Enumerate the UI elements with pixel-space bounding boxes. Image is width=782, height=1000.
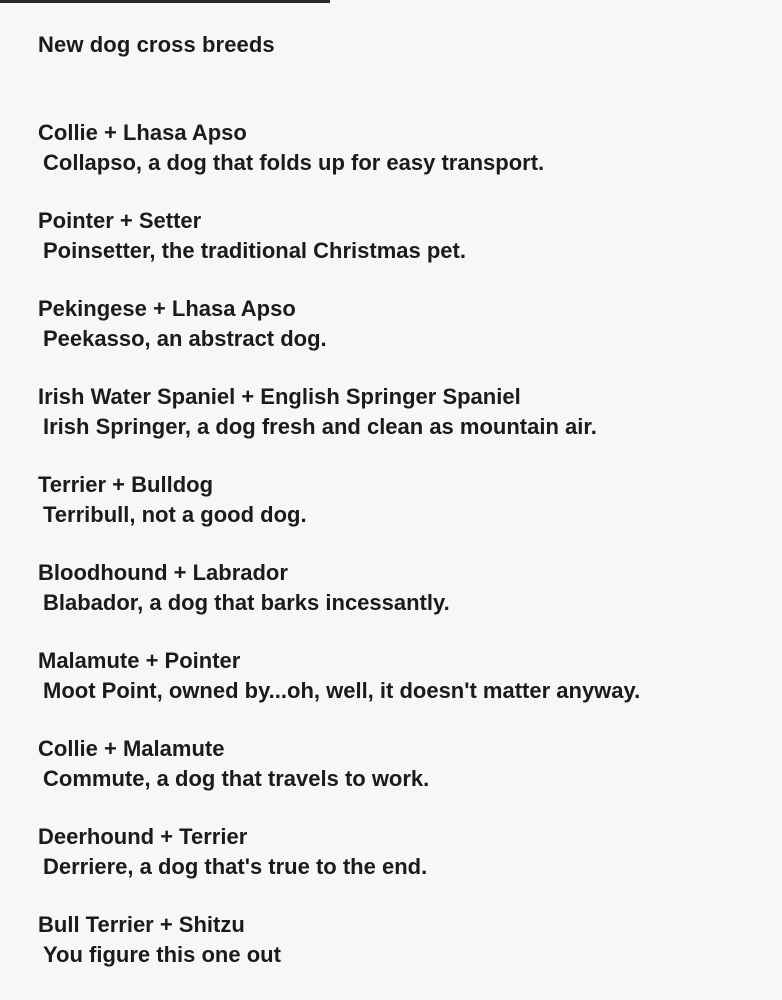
breed-cross: Deerhound + Terrier bbox=[38, 824, 248, 849]
breed-cross: Irish Water Spaniel + English Springer Spaniel bbox=[38, 384, 521, 409]
breed-cross: Pekingese + Lhasa Apso bbox=[38, 296, 296, 321]
breed-joke: Terribull, not a good dog. bbox=[43, 502, 307, 527]
breed-joke: Poinsetter, the traditional Christmas pet. bbox=[43, 238, 466, 263]
breed-cross: Bloodhound + Labrador bbox=[38, 560, 288, 585]
breed-joke: Moot Point, owned by...oh, well, it doesn't matter anyway. bbox=[43, 678, 641, 703]
breed-cross: Bull Terrier + Shitzu bbox=[38, 912, 245, 937]
document bbox=[38, 30, 758, 998]
list-item bbox=[38, 910, 758, 970]
list-item bbox=[38, 294, 758, 354]
list-item bbox=[38, 734, 758, 794]
breed-joke: Derriere, a dog that's true to the end. bbox=[43, 854, 428, 879]
list-item bbox=[38, 822, 758, 882]
breed-joke: Irish Springer, a dog fresh and clean as mountain air. bbox=[43, 414, 597, 439]
breed-cross: Collie + Lhasa Apso bbox=[38, 120, 247, 145]
breed-cross: Terrier + Bulldog bbox=[38, 472, 214, 497]
breed-joke: You figure this one out bbox=[43, 942, 281, 967]
top-divider bbox=[0, 0, 330, 3]
breed-joke: Blabador, a dog that barks incessantly. bbox=[43, 590, 450, 615]
list-item bbox=[38, 558, 758, 618]
list-item bbox=[38, 470, 758, 530]
list-item bbox=[38, 382, 758, 442]
list-item bbox=[38, 206, 758, 266]
breed-list bbox=[38, 118, 758, 970]
breed-cross: Pointer + Setter bbox=[38, 208, 202, 233]
breed-joke: Peekasso, an abstract dog. bbox=[43, 326, 327, 351]
breed-joke: Commute, a dog that travels to work. bbox=[43, 766, 430, 791]
breed-cross: Malamute + Pointer bbox=[38, 648, 241, 673]
breed-joke: Collapso, a dog that folds up for easy transport. bbox=[43, 150, 545, 175]
list-item bbox=[38, 118, 758, 178]
list-item bbox=[38, 646, 758, 706]
page-title: New dog cross breeds bbox=[38, 32, 275, 57]
breed-cross: Collie + Malamute bbox=[38, 736, 225, 761]
